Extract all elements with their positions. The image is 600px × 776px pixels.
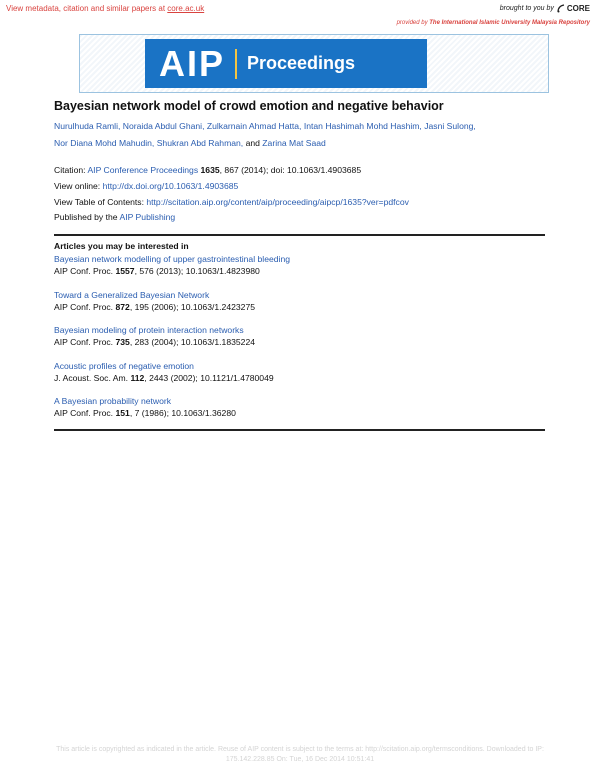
related-article-ref-5: AIP Conf. Proc. 151, 7 (1986); 10.1063/1.36280	[54, 408, 236, 418]
aip-logo	[145, 39, 427, 88]
authors-line-1[interactable]: Nurulhuda Ramli, Noraida Abdul Ghani, Zulkarnain Ahmad Hatta, Intan Hashimah Mohd Hashim, Jasni Sulong,	[54, 121, 476, 131]
related-article-title-1[interactable]: Bayesian network modelling of upper gastrointestinal bleeding	[54, 254, 290, 264]
authors-line-2: Nor Diana Mohd Mahudin, Shukran Abd Rahman, and Zarina Mat Saad	[54, 138, 326, 148]
banner-divider	[235, 49, 237, 79]
top-divider	[54, 234, 545, 236]
aip-brand-text: AIP	[159, 42, 226, 84]
core-icon	[557, 4, 565, 13]
related-articles-heading: Articles you may be interested in	[54, 241, 189, 251]
core-link[interactable]: core.ac.uk	[167, 4, 205, 13]
paper-title: Bayesian network model of crowd emotion and negative behavior	[54, 99, 444, 113]
related-article-title-5[interactable]: A Bayesian probability network	[54, 396, 172, 406]
core-metadata-notice: View metadata, citation and similar papers at core.ac.uk	[6, 4, 205, 13]
provided-by: provided by The International Islamic University Malaysia Repository	[396, 20, 590, 26]
journal-link[interactable]: AIP Conference Proceedings	[87, 165, 199, 175]
related-article-ref-1: AIP Conf. Proc. 1557, 576 (2013); 10.1063/1.4823980	[54, 266, 260, 276]
related-article-ref-2: AIP Conf. Proc. 872, 195 (2006); 10.1063/1.2423275	[54, 302, 256, 312]
related-article-ref-4: J. Acoust. Soc. Am. 112, 2443 (2002); 10.1121/1.4780049	[54, 373, 274, 383]
publisher-link[interactable]: AIP Publishing	[119, 212, 176, 222]
core-brought-by: brought to you by CORE	[499, 4, 590, 13]
related-article-title-3[interactable]: Bayesian modeling of protein interaction networks	[54, 325, 244, 335]
bottom-divider	[54, 429, 545, 431]
toc-link[interactable]: http://scitation.aip.org/content/aip/proceeding/aipcp/1635?ver=pdfcov	[146, 197, 409, 207]
doi-link[interactable]: http://dx.doi.org/10.1063/1.4903685	[102, 181, 239, 191]
view-online-line: View online: http://dx.doi.org/10.1063/1.4903685	[54, 181, 239, 191]
view-toc-line: View Table of Contents: http://scitation.aip.org/content/aip/proceeding/aipcp/1635?ver=pdfcov	[54, 197, 409, 207]
published-line: Published by the AIP Publishing	[54, 212, 176, 222]
related-article-ref-3: AIP Conf. Proc. 735, 283 (2004); 10.1063/1.1835224	[54, 337, 256, 347]
related-article-title-4[interactable]: Acoustic profiles of negative emotion	[54, 361, 194, 371]
author-list	[54, 118, 549, 152]
citation-line: Citation: AIP Conference Proceedings 1635, 867 (2014); doi: 10.1063/1.4903685	[54, 165, 362, 175]
aip-proceedings-banner[interactable]	[79, 34, 549, 93]
copyright-footer: This article is copyrighted as indicated in the article. Reuse of AIP content is subject to the terms at: http://scitation.aip.org/termsconditions. Downloaded to IP: 175.142.228.85 On: Tue, 16 Dec 2014 10:51:41	[56, 746, 544, 763]
core-logo[interactable]: CORE	[557, 4, 590, 13]
proceedings-text: Proceedings	[247, 53, 356, 73]
related-article-title-2[interactable]: Toward a Generalized Bayesian Network	[54, 290, 210, 300]
